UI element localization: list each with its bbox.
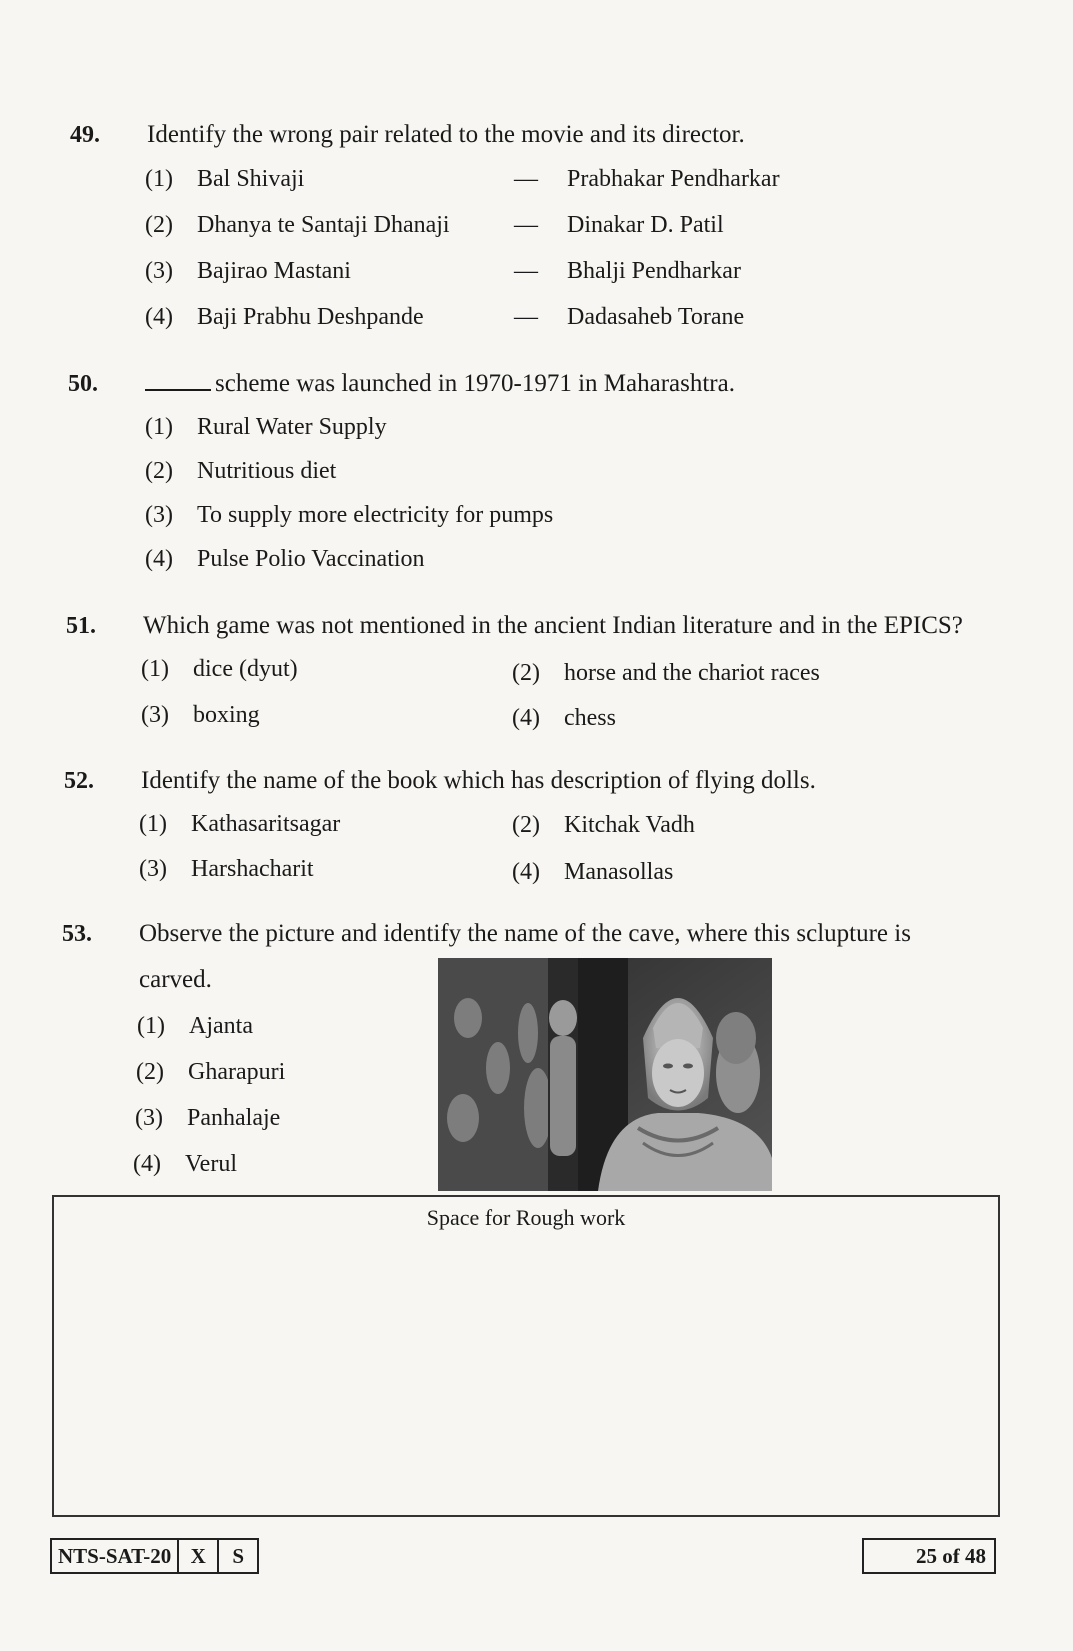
question-51-number: 51. [66,613,96,639]
paper-code [50,1538,259,1574]
question-50-number: 50. [68,371,98,397]
question-51-option-1: (1) dice (dyut) [141,656,298,682]
question-51-text: Which game was not mentioned in the ancient Indian literature and in the EPICS? [143,612,963,639]
question-53-text-continued: carved. [139,966,212,993]
question-53-option-1: (1) Ajanta [137,1013,253,1039]
question-53-text: Observe the picture and identify the name of the cave, where this sclupture is [139,920,911,947]
question-50-option-3: (3) To supply more electricity for pumps [145,502,554,528]
question-50-option-2: (2) Nutritious diet [145,458,337,484]
paper-code-series: NTS-SAT-20 [52,1540,179,1572]
question-49-option-3: (3) Bajirao Mastani [145,258,351,284]
question-53-option-3: (3) Panhalaje [135,1105,281,1131]
question-49-text: Identify the wrong pair related to the movie and its director. [147,121,745,148]
question-53-option-4: (4) Verul [133,1151,237,1177]
question-49-option-4: (4) Baji Prabhu Deshpande [145,304,424,330]
question-52-option-3: (3) Harshacharit [139,856,314,882]
question-49-director-1: Prabhakar Pendharkar [567,166,780,192]
sculpture-illustration [438,958,772,1191]
question-50-option-4: (4) Pulse Polio Vaccination [145,546,425,572]
question-49-director-2: Dinakar D. Patil [567,212,724,238]
question-50-text: scheme was launched in 1970-1971 in Maharashtra. [145,369,735,398]
question-49-director-4: Dadasaheb Torane [567,304,745,330]
dash: — [514,166,538,192]
question-52-option-2: (2) Kitchak Vadh [512,812,695,838]
question-53-number: 53. [62,921,92,947]
question-52-number: 52. [64,768,94,794]
question-49-director-3: Bhalji Pendharkar [567,258,741,284]
rough-work-label: Space for Rough work [426,1205,626,1230]
dash: — [514,304,538,330]
cave-sculpture-image [438,958,772,1191]
dash: — [514,258,538,284]
question-49-option-2: (2) Dhanya te Santaji Dhanaji [145,212,450,238]
dash: — [514,212,538,238]
question-52-option-1: (1) Kathasaritsagar [139,811,341,837]
question-49-option-1: (1) Bal Shivaji [145,166,305,192]
question-49-number: 49. [70,122,100,148]
question-51-option-3: (3) boxing [141,702,260,728]
question-51-option-4: (4) chess [512,705,616,731]
answer-blank [145,369,211,391]
rough-work-box [52,1195,1000,1517]
page-number: 25 of 48 [862,1538,996,1574]
question-53-option-2: (2) Gharapuri [136,1059,286,1085]
question-51-option-2: (2) horse and the chariot races [512,660,820,686]
question-52-option-4: (4) Manasollas [512,859,674,885]
paper-code-medium: S [232,1543,245,1568]
question-52-text: Identify the name of the book which has description of flying dolls. [141,767,816,794]
question-50-option-1: (1) Rural Water Supply [145,414,387,440]
paper-code-class: X [179,1540,219,1572]
